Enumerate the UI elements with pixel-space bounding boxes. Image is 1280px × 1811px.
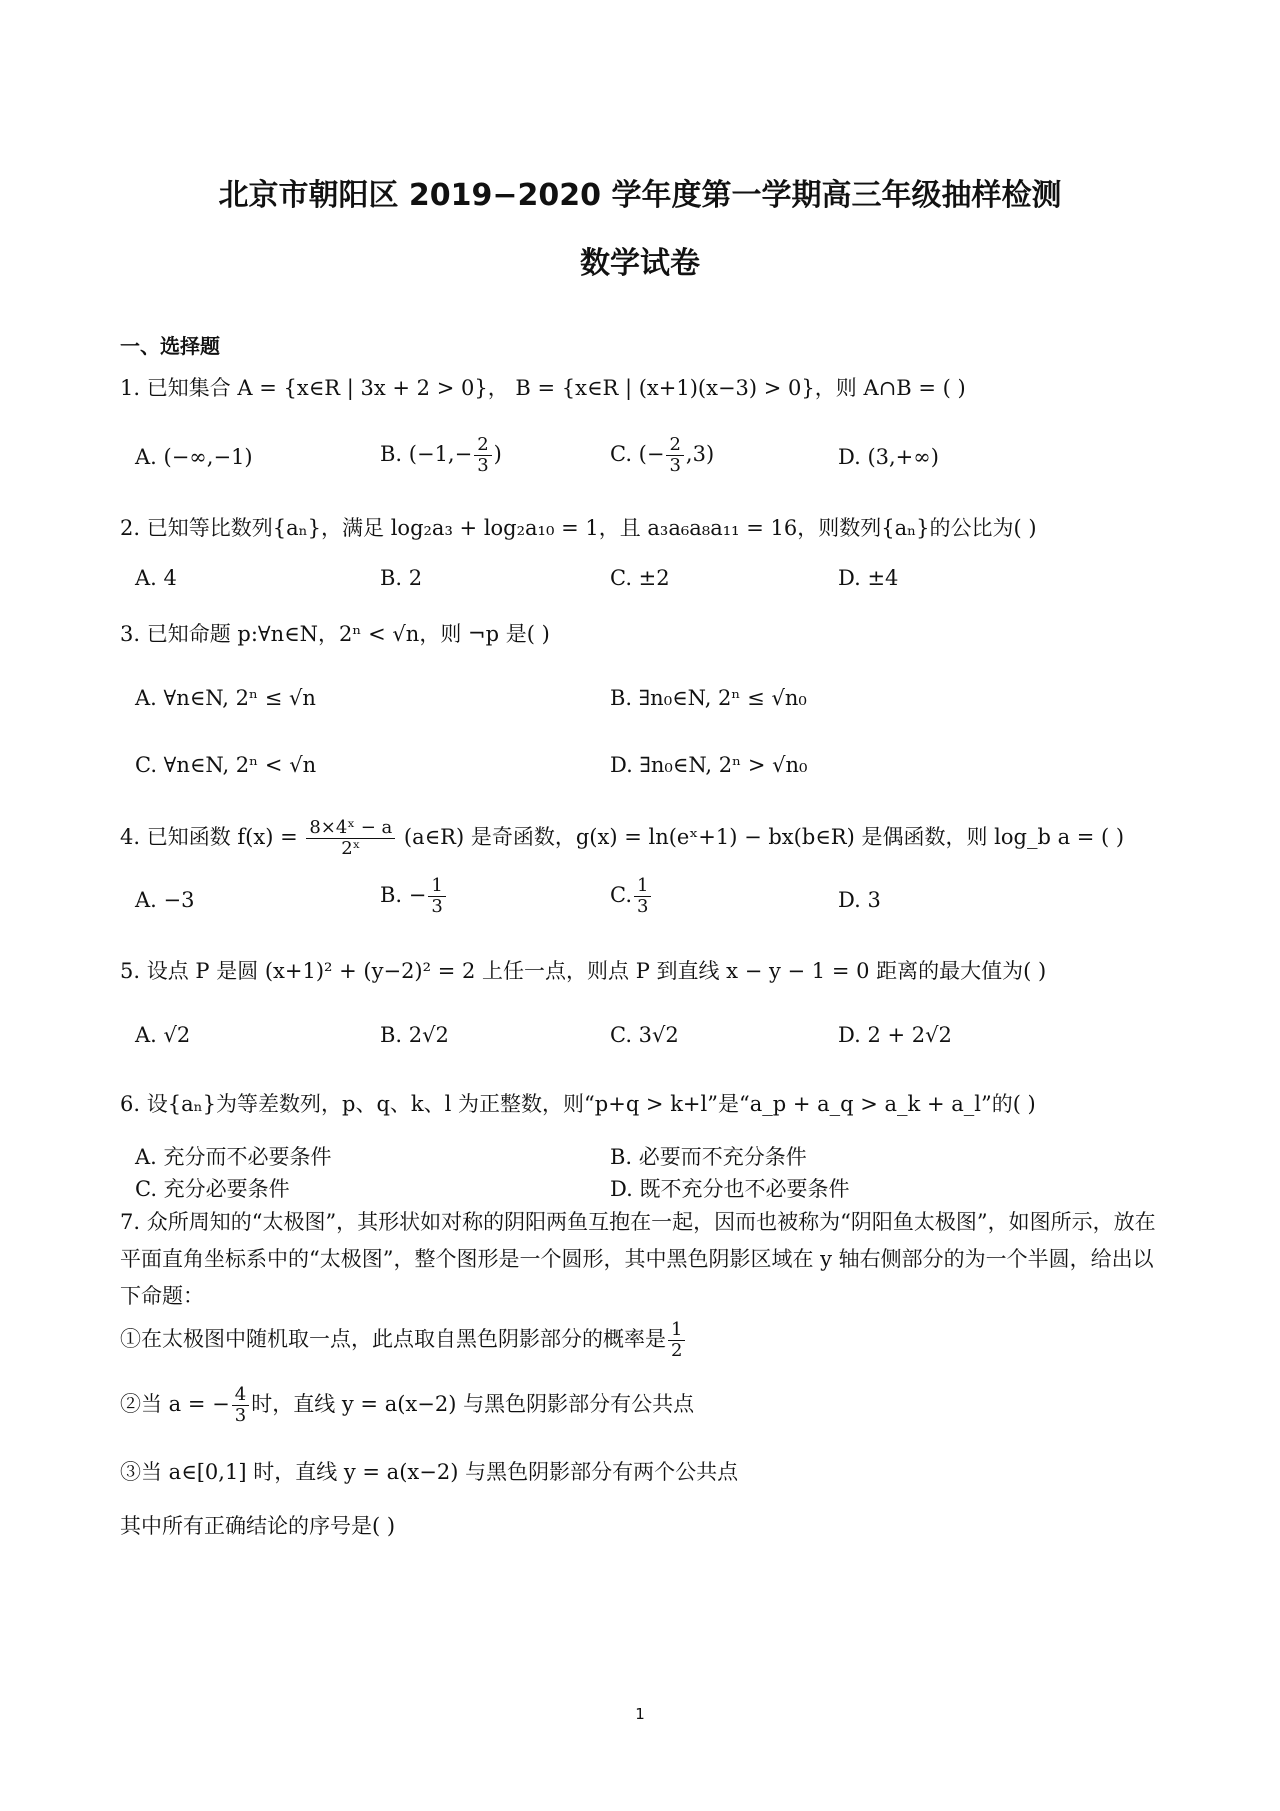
- question-7-text: 7. 众所周知的“太极图”，其形状如对称的阴阳两鱼互抱在一起，因而也被称为“阴阳鱼太极图”，如图所示，放在平面直角坐标系中的“太极图”，整个图形是一个圆形，其中黑色阴影区域在 y 轴右侧部分的为一个半圆，给出以下命题：: [120, 1210, 1156, 1308]
- q1-option-c-suffix: ,3): [685, 441, 715, 466]
- q7-statement-2-prefix: ②当 a = −: [120, 1391, 230, 1416]
- q4-option-b-fraction: [428, 876, 445, 917]
- section-heading: 一、选择题: [120, 334, 220, 358]
- q4-function-fraction: [306, 818, 395, 859]
- q1-option-b-fraction: [474, 435, 491, 476]
- q4-option-c-denominator: 3: [637, 895, 649, 917]
- q1-set-b: B = {x∈R | (x+1)(x−3) > 0}: [515, 376, 815, 400]
- q1-ask: ，则 A∩B = ( ): [814, 376, 966, 400]
- q2-option-a: A. 4: [135, 566, 177, 590]
- q1-lead: 1. 已知集合: [120, 376, 231, 400]
- question-1-stem: [120, 372, 1170, 402]
- question-2-stem: 2. 已知等比数列{aₙ}，满足 log₂a₃ + log₂a₁₀ = 1，且 a₃a₆a₈a₁₁ = 16，则数列{aₙ}的公比为( ): [120, 516, 1037, 540]
- q4-option-b-prefix: B. −: [380, 882, 427, 907]
- q3-option-c: C. ∀n∈N, 2ⁿ < √n: [135, 753, 317, 777]
- q4-option-b-numerator: 1: [428, 876, 445, 897]
- q2-option-c: C. ±2: [610, 566, 670, 590]
- q1-option-b-suffix: ): [493, 441, 502, 466]
- q6-option-d: D. 既不充分也不必要条件: [610, 1177, 850, 1201]
- q1-sep: ，: [487, 376, 509, 400]
- question-4-stem: [120, 818, 1170, 859]
- q5-option-a: A. √2: [135, 1023, 191, 1047]
- q7-statement-1-denominator: 2: [671, 1339, 683, 1361]
- question-5-stem: 5. 设点 P 是圆 (x+1)² + (y−2)² = 2 上任一点，则点 P 到直线 x − y − 1 = 0 距离的最大值为( ): [120, 959, 1047, 983]
- q3-option-b: B. ∃n₀∈N, 2ⁿ ≤ √n₀: [610, 686, 807, 710]
- q7-statement-1-fraction: [668, 1320, 685, 1361]
- q4-option-c: [610, 876, 653, 917]
- q7-statement-1-text: ①在太极图中随机取一点，此点取自黑色阴影部分的概率是: [120, 1326, 666, 1351]
- q4-option-b-denominator: 3: [431, 895, 443, 917]
- q4-stem-prefix: 4. 已知函数 f(x) =: [120, 824, 298, 849]
- q1-option-b-denominator: 3: [477, 454, 489, 476]
- q1-set-a: A = {x∈R | 3x + 2 > 0}: [237, 376, 488, 400]
- q6-option-a: A. 充分而不必要条件: [135, 1145, 332, 1169]
- q5-option-c: C. 3√2: [610, 1023, 679, 1047]
- q1-option-c: [610, 435, 714, 476]
- q2-option-b: B. 2: [380, 566, 423, 590]
- q1-option-b-prefix: B. (−1,−: [380, 441, 473, 466]
- q1-option-b: [380, 435, 502, 476]
- q4-option-d: D. 3: [838, 888, 881, 912]
- q3-option-a: A. ∀n∈N, 2ⁿ ≤ √n: [135, 686, 316, 710]
- q3-option-d: D. ∃n₀∈N, 2ⁿ > √n₀: [610, 753, 808, 777]
- q5-option-d: D. 2 + 2√2: [838, 1023, 952, 1047]
- question-3-stem: 3. 已知命题 p:∀n∈N，2ⁿ < √n，则 ¬p 是( ): [120, 622, 550, 646]
- q1-option-c-fraction: [666, 435, 683, 476]
- q6-option-b: B. 必要而不充分条件: [610, 1145, 807, 1169]
- q1-option-a: A. (−∞,−1): [135, 445, 253, 469]
- exam-subtitle: 数学试卷: [580, 246, 700, 281]
- q4-option-b: [380, 876, 448, 917]
- q1-option-b-numerator: 2: [474, 435, 491, 456]
- q1-option-c-denominator: 3: [669, 454, 681, 476]
- q4-stem-suffix: (a∈R) 是奇函数，g(x) = ln(eˣ+1) − bx(b∈R) 是偶函数，则 log_b a = ( ): [403, 824, 1125, 849]
- q7-statement-3: ③当 a∈[0,1] 时，直线 y = a(x−2) 与黑色阴影部分有两个公共点: [120, 1460, 739, 1484]
- exam-title: 北京市朝阳区 2019−2020 学年度第一学期高三年级抽样检测: [218, 178, 1062, 213]
- q4-fraction-numerator: 8×4ˣ − a: [306, 818, 395, 839]
- q4-option-c-numerator: 1: [634, 876, 651, 897]
- q7-statement-1: [120, 1320, 1170, 1361]
- q7-statement-2-suffix: 时，直线 y = a(x−2) 与黑色阴影部分有公共点: [251, 1391, 695, 1416]
- q7-statement-2-denominator: 3: [234, 1404, 247, 1426]
- q4-option-a: A. −3: [135, 888, 195, 912]
- q4-option-c-prefix: C.: [610, 882, 632, 907]
- q4-option-c-fraction: [634, 876, 651, 917]
- q7-statement-2: [120, 1385, 1170, 1426]
- q1-option-d: D. (3,+∞): [838, 445, 939, 469]
- q1-option-c-prefix: C. (−: [610, 441, 665, 466]
- q2-option-d: D. ±4: [838, 566, 899, 590]
- q7-ask: 其中所有正确结论的序号是( ): [120, 1514, 396, 1538]
- q7-statement-2-fraction: [232, 1385, 249, 1426]
- q5-option-b: B. 2√2: [380, 1023, 449, 1047]
- q7-statement-2-numerator: 4: [232, 1385, 249, 1406]
- q1-option-c-numerator: 2: [666, 435, 683, 456]
- q4-fraction-denominator: 2ˣ: [341, 837, 361, 859]
- q7-statement-1-numerator: 1: [668, 1320, 685, 1341]
- q6-option-c: C. 充分必要条件: [135, 1177, 290, 1201]
- page-number: 1: [635, 1705, 645, 1723]
- question-6-stem: 6. 设{aₙ}为等差数列，p、q、k、l 为正整数，则“p+q > k+l”是“a_p + a_q > a_k + a_l”的( ): [120, 1092, 1036, 1116]
